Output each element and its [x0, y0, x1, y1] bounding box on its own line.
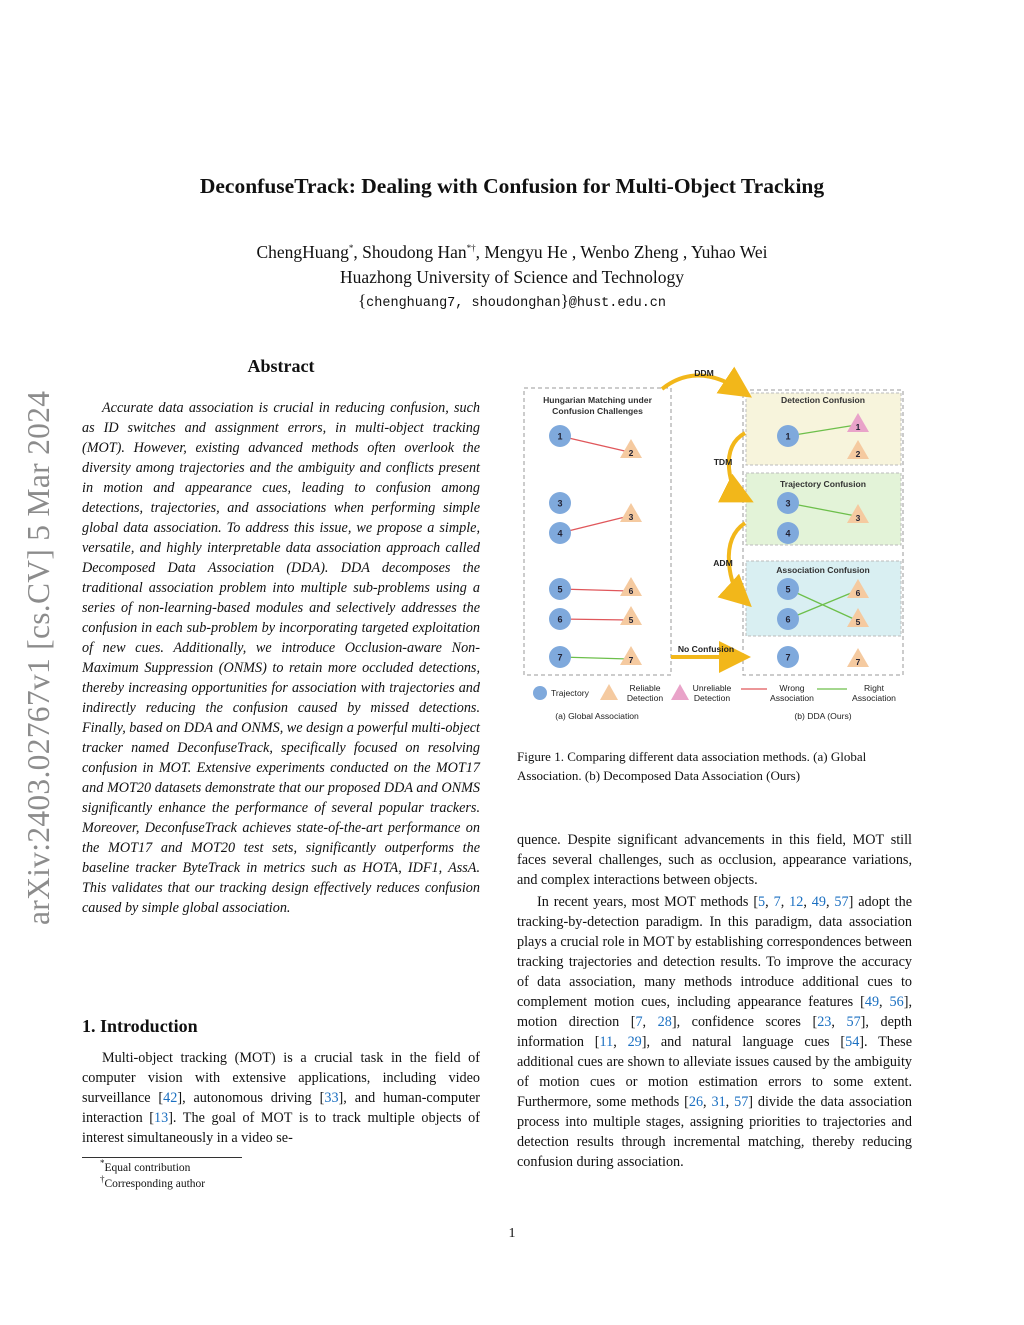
svg-text:3: 3 — [557, 498, 563, 509]
svg-text:2: 2 — [855, 449, 861, 459]
right-column-text — [517, 830, 912, 1172]
trajectory-node — [549, 425, 571, 447]
svg-text:7: 7 — [855, 657, 861, 667]
citation-link[interactable]: 7 — [635, 1014, 643, 1030]
subfigure-a-label: (a) Global Association — [555, 711, 639, 721]
svg-text:3: 3 — [855, 513, 861, 523]
svg-text:4: 4 — [557, 528, 563, 539]
svg-text:5: 5 — [855, 617, 861, 627]
legend-right-label: Association — [852, 693, 896, 703]
author-block — [0, 240, 1024, 290]
svg-text:6: 6 — [557, 614, 563, 625]
citation-link[interactable]: 56 — [889, 994, 904, 1010]
trajectory-node — [549, 646, 571, 668]
footnote-corresponding-author: †Corresponding author — [100, 1174, 206, 1190]
ddm-label: DDM — [694, 368, 714, 378]
citation-link[interactable]: 49 — [811, 894, 826, 910]
citation-link[interactable]: 28 — [657, 1014, 672, 1030]
footnotes — [100, 1160, 205, 1192]
trajectory-node — [777, 646, 799, 668]
reliable-detection-node — [620, 577, 642, 596]
svg-text:1: 1 — [785, 431, 791, 442]
legend-reliable-label: Reliable — [629, 683, 661, 693]
legend-trajectory-label: Trajectory — [551, 688, 589, 698]
legend-right-label: Right — [863, 683, 885, 693]
trajectory-node — [777, 608, 799, 630]
abstract-text: Accurate data association is crucial in reducing confusion, such as ID switches and assignment errors, in multi-object tracking (MOT). However, existing advanced methods often overlook the diversity among trajectories and the ambiguity and conflicts present in motion and appearance cues, leading to confusion among detections, trajectories, and associations when performing simple global data association. To address this issue, we propose a simple, versatile, and highly interpretable data association approach called Decomposed Data Association (DDA). DDA decomposes the traditional association problem into multiple sub-problems using a series of non-learning-based modules and selectively addresses the confusion in each sub-problem by incorporating targeted exploitation of new cues. Additionally, we introduce Occlusion-aware Non-Maximum Suppression (ONMS) to retain more occluded detections, thereby increasing opportunities for association with trajectories and indirectly reducing the confusion caused by missed detections. Finally, based on DDA and ONMS, we design a powerful multi-object tracker named DeconfuseTrack, specifically focused on resolving confusion in MOT. Extensive experiments conducted on the MOT17 and MOT20 datasets demonstrate that our proposed DDA and ONMS significantly enhance the performance of several popular trackers. Moreover, DeconfuseTrack achieves state-of-the-art performance on the MOT17 and MOT20 test sets, significantly outperforms the baseline tracker ByteTrack in metrics such as HOTA, IDF1, AssA. This validates that our tracking design effectively reduces confusion caused by simple global association. — [82, 400, 480, 916]
page-number: 1 — [508, 1226, 516, 1241]
svg-text:6: 6 — [785, 614, 791, 625]
legend-unreliable-label: Detection — [693, 693, 731, 703]
trajectory-node — [777, 578, 799, 600]
paper-title: DeconfuseTrack: Dealing with Confusion for Multi-Object Tracking — [199, 174, 825, 198]
svg-text:3: 3 — [628, 512, 634, 522]
citation-link[interactable]: 7 — [773, 894, 781, 910]
citation-link[interactable]: 57 — [834, 894, 849, 910]
footnote-equal-contribution: *Equal contribution — [100, 1158, 191, 1174]
trajectory-node — [777, 425, 799, 447]
svg-text:6: 6 — [855, 588, 861, 598]
author-name: , Shoudong Han — [353, 242, 467, 262]
svg-text:7: 7 — [557, 652, 563, 663]
trajectory-node — [549, 608, 571, 630]
citation-link[interactable]: 57 — [734, 1094, 749, 1110]
tdm-label: TDM — [713, 457, 733, 467]
citation-link[interactable]: 49 — [864, 994, 880, 1010]
legend — [533, 683, 896, 703]
author-mark: * — [348, 243, 354, 254]
citation-link[interactable]: 42 — [163, 1090, 178, 1106]
citation-link[interactable]: 26 — [688, 1094, 704, 1110]
intro-paragraph-1-continued: quence. Despite significant advancements in this field, MOT still faces several challenges, such as occlusion, appearance variations, and complex interactions between objects. — [517, 832, 912, 888]
citation-link[interactable]: 54 — [845, 1034, 860, 1050]
section-heading-introduction: 1. Introduction — [82, 1016, 198, 1036]
trajectory-node — [549, 522, 571, 544]
reliable-detection-node — [620, 646, 642, 665]
author-name: ChengHuang — [256, 242, 349, 262]
citation-link[interactable]: 12 — [789, 894, 804, 910]
author-mark: *† — [466, 243, 476, 254]
trajectory-node — [549, 492, 571, 514]
legend-wrong-label: Association — [770, 693, 814, 703]
left-box-title: Hungarian Matching under — [543, 395, 652, 405]
affiliation: Huazhong University of Science and Technology — [340, 267, 684, 287]
author-name: , Mengyu He , Wenbo Zheng , Yuhao Wei — [475, 242, 768, 262]
svg-text:7: 7 — [628, 655, 634, 665]
svg-text:5: 5 — [557, 584, 563, 595]
trajectory-node — [777, 492, 799, 514]
citation-link[interactable]: 11 — [599, 1034, 614, 1050]
citation-link[interactable]: 33 — [324, 1090, 339, 1106]
svg-text:7: 7 — [785, 652, 791, 663]
author-email: {chenghuang7, shoudonghan}@hust.edu.cn — [358, 291, 666, 311]
legend-unreliable-label: Unreliable — [692, 683, 732, 693]
legend-trajectory-swatch — [533, 686, 547, 700]
reliable-detection-node — [620, 503, 642, 522]
arxiv-identifier: arXiv:2403.02767v1 [cs.CV] 5 Mar 2024 — [21, 390, 56, 925]
legend-wrong-label: Wrong — [779, 683, 805, 693]
figure-1-diagram — [517, 363, 912, 733]
adm-label: ADM — [713, 558, 733, 568]
subfigure-b-label: (b) DDA (Ours) — [794, 711, 852, 721]
figure-1-caption: Figure 1. Comparing different data association methods. (a) Global Association. (b) Decomposed Data Association (Ours) — [517, 749, 867, 783]
abstract-heading: Abstract — [247, 356, 315, 376]
svg-text:6: 6 — [628, 586, 634, 596]
reliable-detection-node — [620, 606, 642, 625]
svg-text:5: 5 — [628, 615, 634, 625]
left-box-title: Confusion Challenges — [552, 406, 643, 416]
author-line — [0, 240, 1024, 265]
svg-text:3: 3 — [785, 498, 791, 509]
reliable-detection-node — [620, 439, 642, 458]
legend-reliable-swatch — [600, 684, 618, 700]
legend-reliable-label: Detection — [626, 693, 664, 703]
citation-link[interactable]: 57 — [846, 1014, 861, 1030]
svg-text:5: 5 — [785, 584, 791, 595]
citation-link[interactable]: 31 — [711, 1094, 726, 1110]
trajectory-node — [777, 522, 799, 544]
trajectory-node — [549, 578, 571, 600]
footnote-rule — [82, 1157, 242, 1158]
detection-confusion-label: Detection Confusion — [780, 395, 866, 405]
intro-paragraph-1: Multi-object tracking (MOT) is a crucial task in the field of computer vision with extensive applications, including video surveillance [42], autonomous driving [33], and human-computer interaction [13]. The goal of MOT is to track multiple objects of interest simultaneously in a video se- — [82, 1050, 480, 1146]
citation-link[interactable]: 5 — [758, 894, 766, 910]
svg-text:2: 2 — [628, 448, 634, 458]
legend-unreliable-swatch — [671, 684, 689, 700]
citation-link[interactable]: 29 — [627, 1034, 642, 1050]
trajectory-confusion-label: Trajectory Confusion — [780, 479, 866, 489]
no-confusion-label: No Confusion — [677, 644, 735, 654]
svg-text:4: 4 — [785, 528, 791, 539]
association-confusion-label: Association Confusion — [776, 565, 870, 575]
global-association-box — [524, 388, 671, 675]
citation-link[interactable]: 23 — [817, 1014, 832, 1030]
citation-link[interactable]: 13 — [154, 1110, 169, 1126]
svg-text:1: 1 — [557, 431, 563, 442]
intro-paragraph-2: In recent years, most MOT methods [5, 7, 12, 49, 57] adopt the tracking-by-detection paradigm. In this paradigm, data association plays a crucial role in MOT by establishing correspondences between tracking trajectories and detection results. To improve the accuracy of data association, many methods introduce additional cues to complement motion cues, including appearance features [49, 56], motion direction [7, 28], confidence scores [23, 57], depth information [11, 29], and natural language cues [54]. These additional cues are shown to alleviate issues caused by the ambiguity of motion cues or motion estimation errors to some extent. Furthermore, some methods [26, 31, 57] divide the data association process into multiple stages, assigning priorities to trajectories and detection results through incremental matching, thereby reducing confusion during association. — [517, 894, 913, 1170]
reliable-detection-node — [847, 648, 869, 667]
svg-text:1: 1 — [855, 422, 861, 432]
